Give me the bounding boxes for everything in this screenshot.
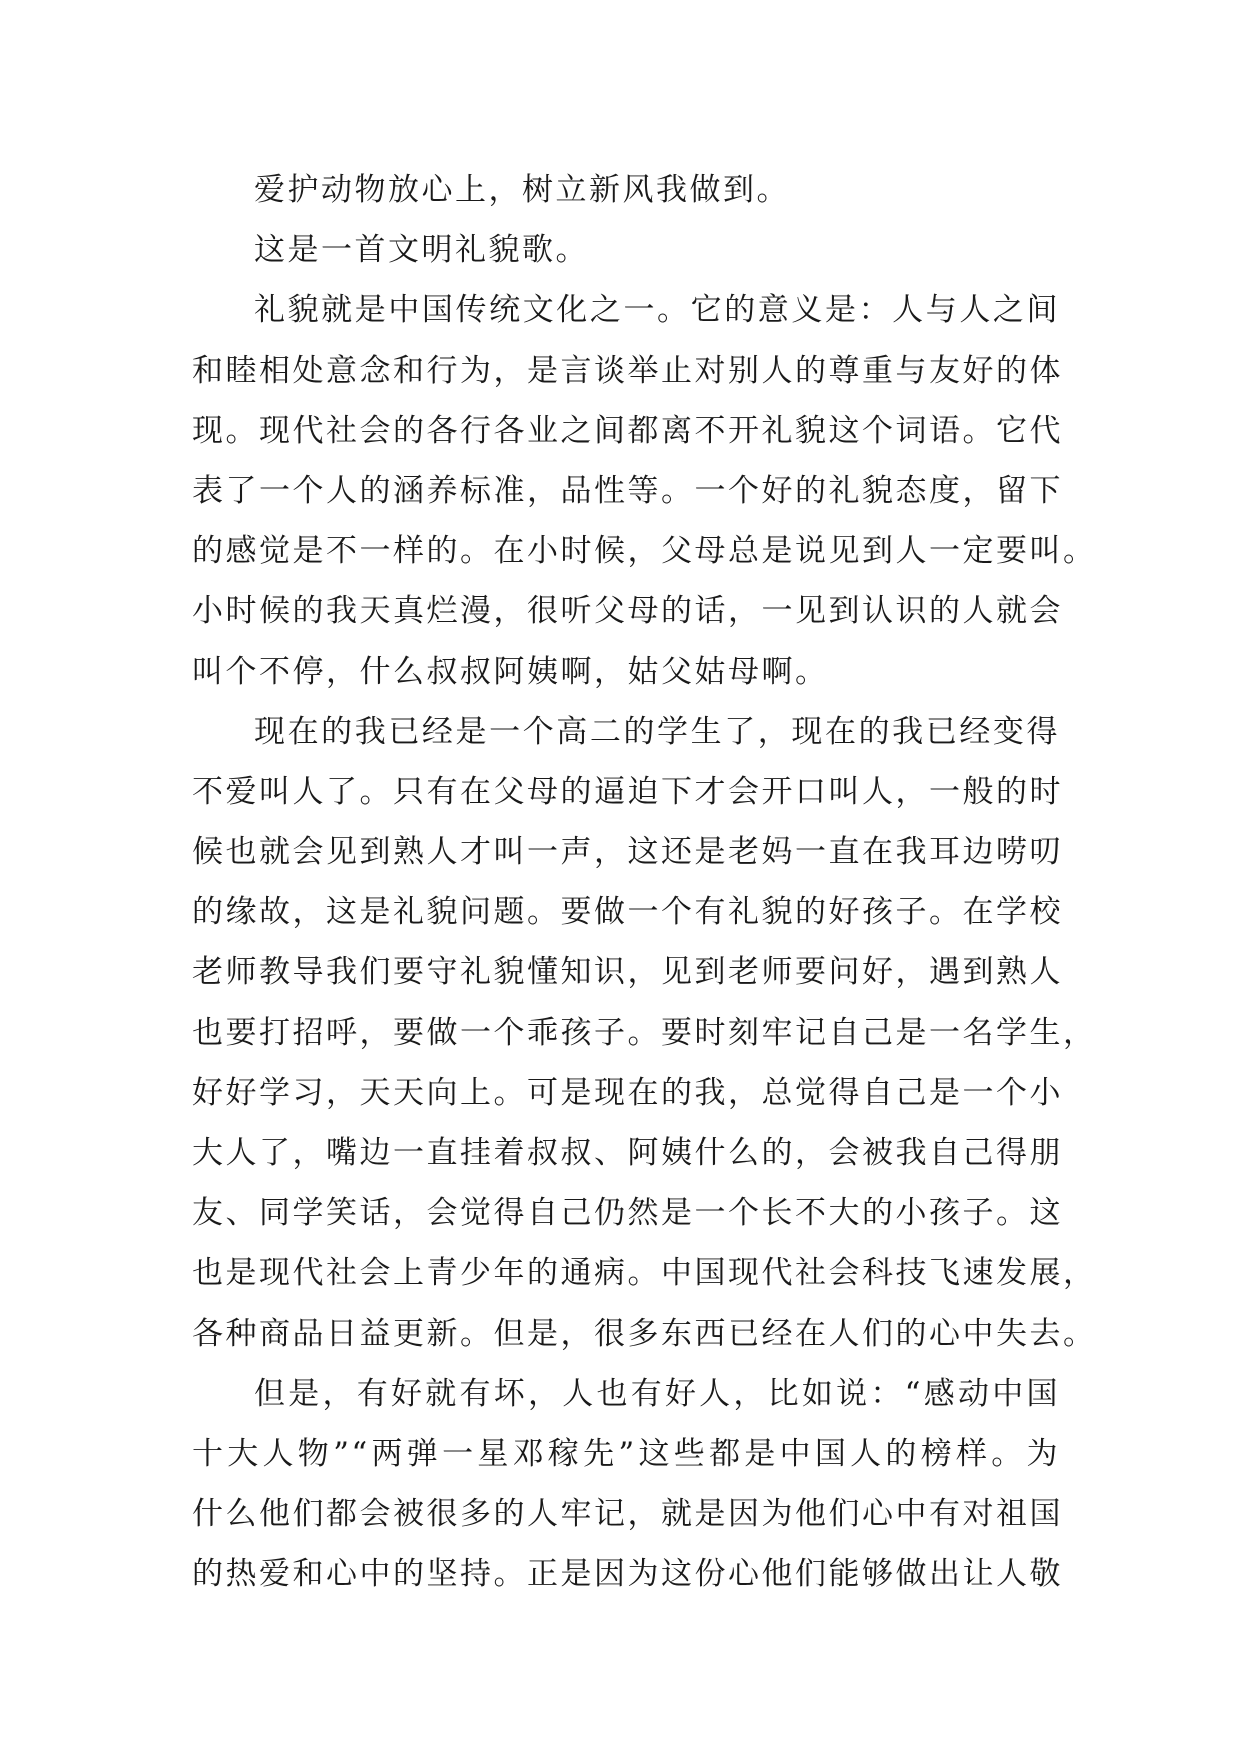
text-line: 小时候的我天真烂漫，很听父母的话，一见到认识的人就会 — [192, 593, 1063, 630]
text-line: 候也就会见到熟人才叫一声，这还是老妈一直在我耳边唠叨 — [192, 834, 1063, 871]
text-line: 但是，有好就有坏，人也有好人，比如说：“感动中国 — [254, 1375, 1060, 1412]
text-line: 和睦相处意念和行为，是言谈举止对别人的尊重与友好的体 — [192, 352, 1063, 389]
document-body — [192, 160, 1097, 1605]
text-line: 这是一首文明礼貌歌。 — [254, 232, 589, 269]
text-line: 的热爱和心中的坚持。正是因为这份心他们能够做出让人敬 — [192, 1556, 1063, 1593]
text-line: 不爱叫人了。只有在父母的逼迫下才会开口叫人，一般的时 — [192, 773, 1063, 810]
text-line: 叫个不停，什么叔叔阿姨啊，姑父姑母啊。 — [192, 653, 829, 690]
text-line: 的感觉是不一样的。在小时候，父母总是说见到人一定要叫。 — [192, 533, 1097, 570]
text-line: 好好学习，天天向上。可是现在的我，总觉得自己是一个小 — [192, 1074, 1063, 1111]
text-line: 大人了，嘴边一直挂着叔叔、阿姨什么的，会被我自己得朋 — [192, 1135, 1063, 1171]
text-line: 礼貌就是中国传统文化之一。它的意义是：人与人之间 — [254, 292, 1060, 329]
text-line: 表了一个人的涵养标准，品性等。一个好的礼貌态度，留下 — [192, 472, 1063, 509]
text-line: 也是现代社会上青少年的通病。中国现代社会科技飞速发展， — [192, 1255, 1097, 1292]
text-line: 现。现代社会的各行各业之间都离不开礼貌这个词语。它代 — [192, 412, 1063, 449]
text-line: 什么他们都会被很多的人牢记，就是因为他们心中有对祖国 — [192, 1496, 1063, 1533]
text-line: 的缘故，这是礼貌问题。要做一个有礼貌的好孩子。在学校 — [192, 894, 1063, 931]
text-line: 十大人物”“两弹一星邓稼先”这些都是中国人的榜样。为 — [192, 1435, 1060, 1472]
text-line: 爱护动物放心上，树立新风我做到。 — [254, 172, 790, 208]
text-line: 也要打招呼，要做一个乖孩子。要时刻牢记自己是一名学生， — [192, 1014, 1097, 1051]
text-line: 友、同学笑话，会觉得自己仍然是一个长不大的小孩子。这 — [192, 1195, 1063, 1232]
text-line: 现在的我已经是一个高二的学生了，现在的我已经变得 — [254, 713, 1060, 750]
text-line: 老师教导我们要守礼貌懂知识，见到老师要问好，遇到熟人 — [192, 954, 1063, 991]
text-line: 各种商品日益更新。但是，很多东西已经在人们的心中失去。 — [192, 1315, 1097, 1352]
